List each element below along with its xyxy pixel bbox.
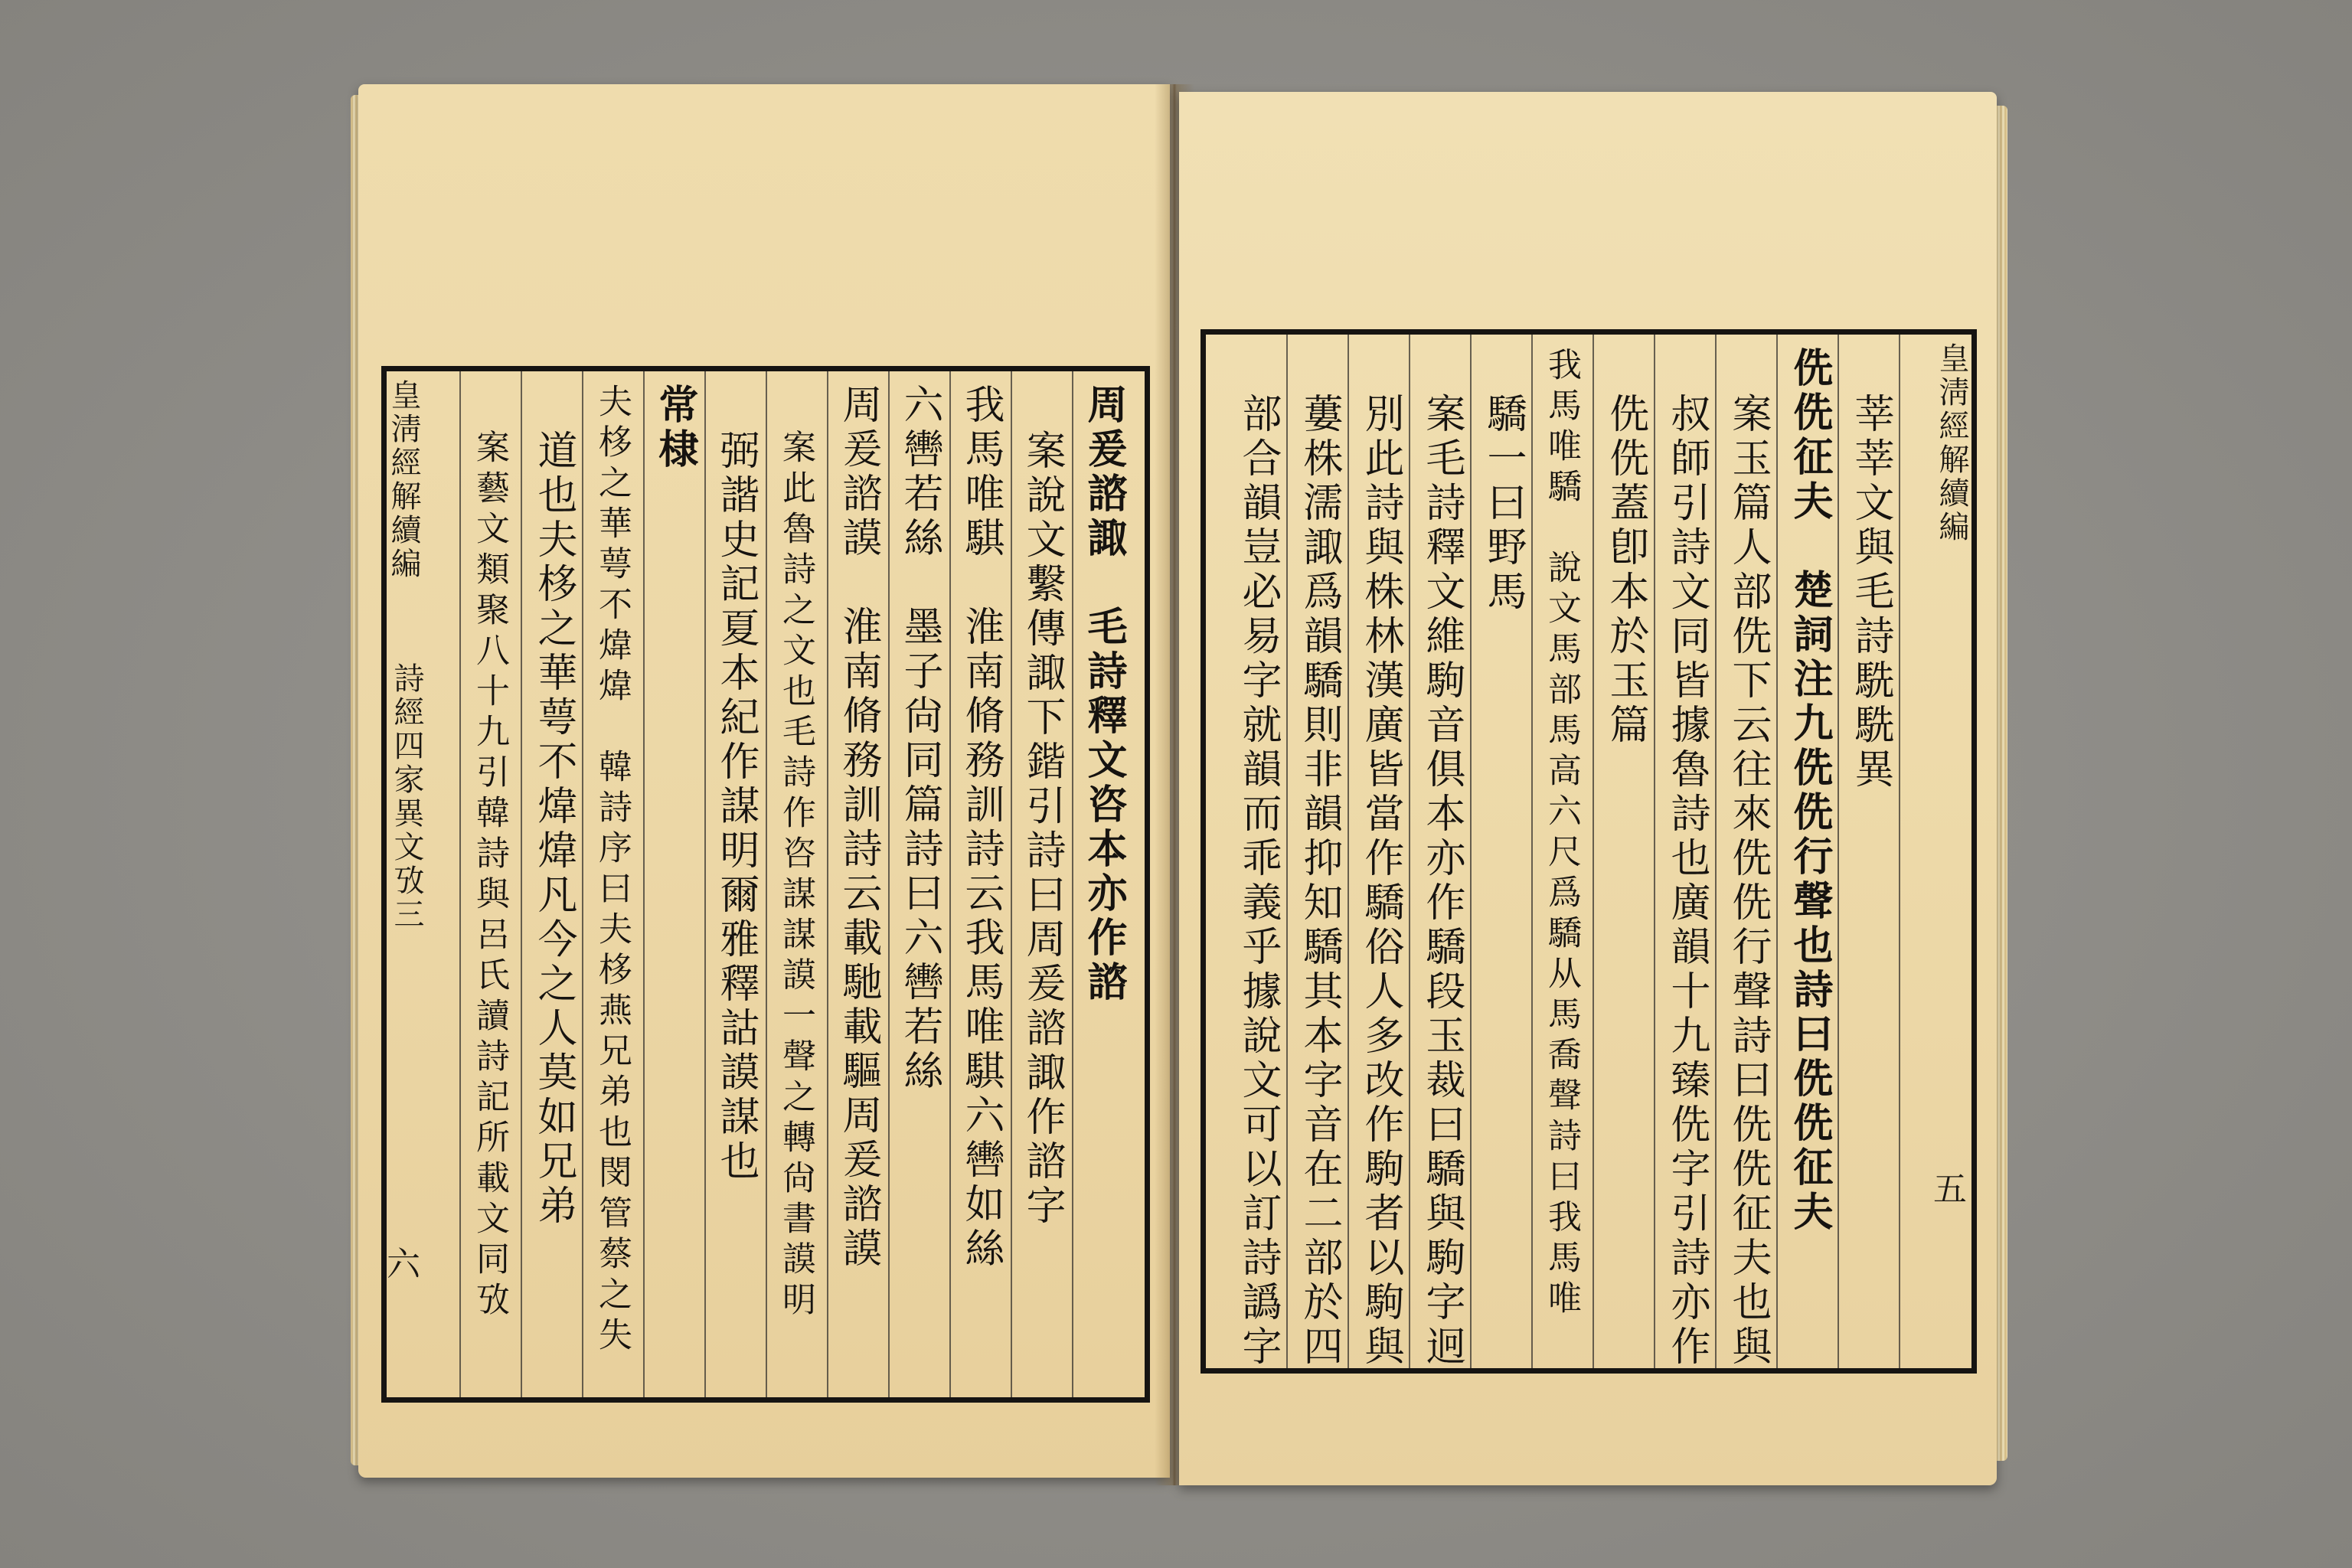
open-book <box>358 84 1997 1508</box>
right-page-stack-edge <box>1995 106 2007 1461</box>
left-page <box>358 84 1170 1478</box>
right-col-6: 我馬唯驕 說文馬部馬高六尺爲驕从馬喬聲詩曰我馬唯 <box>1542 347 1581 1321</box>
left-col-4: 六轡若絲 墨子尙同篇詩曰六轡若絲 <box>897 384 942 1094</box>
left-fold-title: 皇淸經解續編 <box>386 379 421 581</box>
left-col-10: 道也夫栘之華萼不煒煒凡今之人莫如兄弟 <box>531 430 577 1229</box>
left-col-9: 夫栘之華萼不煒煒 韓詩序曰夫栘燕兄弟也閔管蔡之失 <box>593 384 632 1357</box>
right-col-8: 案毛詩釋文維駒音俱本亦作驕段玉裁曰驕與駒字迥 <box>1419 393 1465 1370</box>
left-col-1: 周爰諮諏 毛詩釋文咨本亦作諮 <box>1080 384 1127 1005</box>
right-col-1: 莘莘文與毛詩駪駪異 <box>1847 393 1893 792</box>
right-col-3: 案玉篇人部侁下云往來侁侁行聲詩曰侁侁征夫也與 <box>1725 393 1771 1370</box>
right-col-5: 侁侁蓋卽本於玉篇 <box>1602 393 1648 748</box>
left-fold-section: 詩經四家異文攷三 <box>389 662 424 932</box>
right-col-2: 侁侁征夫 楚詞注九侁侁行聲也詩曰侁侁征夫 <box>1786 347 1833 1235</box>
left-col-6: 案此魯詩之文也毛詩作咨謀謀謨一聲之轉尙書謨明 <box>776 430 815 1322</box>
right-col-10: 蔞株濡諏爲韻驕則非韻抑知驕其本字音在二部於四 <box>1296 393 1342 1370</box>
left-page-number: 六 <box>387 1245 420 1284</box>
left-col-3: 我馬唯騏 淮南脩務訓詩云我馬唯騏六轡如絲 <box>958 384 1004 1272</box>
right-col-11: 部合韻豈必易字就韻而乖義乎據說文可以訂詩譌字 <box>1235 393 1281 1370</box>
right-page-frame <box>1200 329 1977 1374</box>
left-col-11: 案藝文類聚八十九引韓詩與呂氏讀詩記所載文同攷 <box>470 430 509 1322</box>
right-page <box>1179 92 1997 1485</box>
left-col-2: 案說文繫傳諏下鍇引詩曰周爰諮諏作諮字 <box>1019 430 1065 1229</box>
right-page-number: 五 <box>1933 1170 1967 1209</box>
right-col-9: 別此詩與株林漢廣皆當作驕俗人多改作駒者以駒與 <box>1357 393 1403 1370</box>
left-col-5: 周爰諮謨 淮南脩務訓詩云載馳載驅周爰諮謨 <box>835 384 881 1272</box>
right-col-7: 驕一曰野馬 <box>1480 393 1526 615</box>
right-fold-title: 皇淸經解續編 <box>1934 342 1969 544</box>
left-col-7: 弼諧史記夏本紀作謀明爾雅釋詁謨謀也 <box>713 430 759 1184</box>
right-col-4: 叔師引詩文同皆據魯詩也廣韻十九臻侁字引詩亦作 <box>1664 393 1710 1370</box>
left-page-frame <box>381 366 1150 1403</box>
left-col-8: 常棣 <box>652 384 698 472</box>
